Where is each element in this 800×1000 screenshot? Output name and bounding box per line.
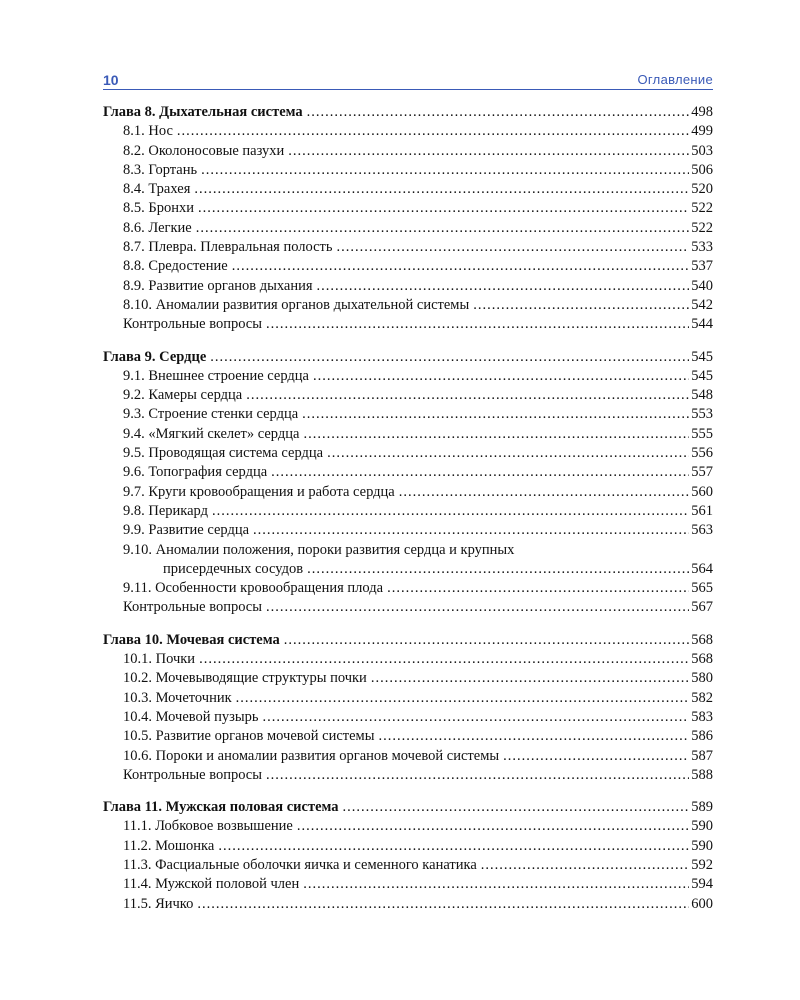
toc-entry [103,522,713,541]
toc-entry [103,580,713,599]
dot-leader [271,464,689,481]
dot-leader [313,368,689,385]
toc-entry [103,426,713,445]
page-ref: 544 [691,316,713,333]
entry-label: 11.4. Мужской половой член [123,876,300,893]
entry-label: Контрольные вопросы [123,316,262,333]
dot-leader [317,278,690,295]
page-ref: 542 [691,296,713,313]
entry-label: 8.1. Нос [123,123,173,140]
page-ref: 520 [691,181,713,198]
dot-leader [288,143,689,160]
chapter-block [103,632,713,786]
dot-leader [307,104,690,121]
dot-leader [266,599,689,616]
table-of-contents [103,104,713,928]
page-ref: 556 [691,445,713,462]
page-ref: 590 [691,837,713,854]
toc-entry [103,484,713,503]
page-ref: 499 [691,123,713,140]
page-ref: 503 [691,142,713,159]
chapter-block [103,104,713,336]
entry-label: 8.4. Трахея [123,181,191,198]
entry-label: 8.10. Аномалии развития органов дыхательной системы [123,296,470,313]
entry-label: 9.5. Проводящая система сердца [123,445,324,462]
dot-leader [371,670,689,687]
dot-leader [303,876,689,893]
toc-entry [103,896,713,915]
toc-entry [103,503,713,522]
entry-label: 9.7. Круги кровообращения и работа сердца [123,483,395,500]
dot-leader [337,239,690,256]
chapter-title: Глава 9. Сердце [103,348,207,365]
entry-label: 9.6. Топография сердца [123,464,268,481]
page-ref: 522 [691,219,713,236]
dot-leader [297,818,689,835]
entry-label: 10.2. Мочевыводящие структуры почки [123,670,367,687]
dot-leader [212,503,689,520]
dot-leader [387,580,689,597]
page-ref: 537 [691,258,713,275]
entry-label: 8.2. Околоносовые пазухи [123,142,285,159]
dot-leader [302,406,689,423]
entry-label: Контрольные вопросы [123,599,262,616]
page-ref: 583 [691,708,713,725]
toc-entry [103,838,713,857]
dot-leader [194,181,689,198]
toc-entry [103,748,713,767]
entry-label: 10.4. Мочевой пузырь [123,708,259,725]
entry-label: 10.5. Развитие органов мочевой системы [123,728,375,745]
page-ref: 586 [691,728,713,745]
dot-leader [343,799,690,816]
entry-label: 9.11. Особенности кровообращения плода [123,580,384,597]
page-ref: 594 [691,876,713,893]
chapter-row [103,799,713,818]
dot-leader [284,632,689,649]
entry-label-continued: присердечных сосудов [163,560,304,577]
page-ref: 522 [691,200,713,217]
page-ref: 498 [691,104,713,120]
dot-leader [201,162,689,179]
toc-entry [103,406,713,425]
dot-leader [253,522,689,539]
entry-label: 9.10. Аномалии положения, пороки развития сердца и крупных [123,541,515,558]
page-ref: 555 [691,425,713,442]
chapter-block [103,799,713,915]
entry-label: Контрольные вопросы [123,766,262,783]
toc-entry [103,181,713,200]
page-ref: 557 [691,464,713,481]
entry-label: 9.4. «Мягкий скелет» сердца [123,425,300,442]
page-ref: 564 [691,560,713,577]
entry-label: 8.5. Бронхи [123,200,194,217]
page-ref: 600 [691,895,713,912]
toc-entry [103,200,713,219]
dot-leader [199,651,689,668]
entry-label: 8.6. Легкие [123,219,192,236]
dot-leader [196,220,690,237]
page-ref: 568 [691,651,713,668]
chapter-block [103,349,713,619]
page-ref: 560 [691,483,713,500]
page-ref: 588 [691,766,713,783]
toc-entry [103,651,713,670]
page-ref: 580 [691,670,713,687]
entry-label: 8.7. Плевра. Плевральная полость [123,239,333,256]
toc-entry [103,709,713,728]
toc-entry [103,316,713,335]
toc-entry-continuation [103,561,713,580]
chapter-row [103,632,713,651]
toc-entry [103,162,713,181]
chapter-title: Глава 11. Мужская половая система [103,799,339,816]
dot-leader [218,838,689,855]
entry-label: 8.3. Гортань [123,161,198,178]
page-ref: 590 [691,818,713,835]
dot-leader [481,857,690,874]
page-ref: 568 [691,631,713,648]
toc-entry [103,670,713,689]
chapter-title: Глава 10. Мочевая система [103,631,280,648]
chapter-row [103,349,713,368]
entry-label: 11.5. Яичко [123,895,194,912]
toc-entry [103,387,713,406]
page-ref: 506 [691,161,713,178]
toc-entry [103,818,713,837]
toc-entry [103,445,713,464]
dot-leader [266,767,689,784]
page-ref: 545 [691,348,713,365]
section-title: Оглавление [637,72,713,87]
page-header [103,70,713,90]
entry-label: 10.6. Пороки и аномалии развития органов мочевой системы [123,747,500,764]
toc-entry [103,239,713,258]
dot-leader [399,484,690,501]
dot-leader [327,445,689,462]
dot-leader [177,123,689,140]
dot-leader [262,709,689,726]
page-ref: 592 [691,856,713,873]
dot-leader [236,690,690,707]
toc-entry [103,876,713,895]
toc-entry [103,278,713,297]
dot-leader [197,896,689,913]
page-ref: 553 [691,406,713,423]
page-number: 10 [103,72,119,88]
entry-label: 9.3. Строение стенки сердца [123,406,299,423]
page-ref: 567 [691,599,713,616]
chapter-title: Глава 8. Дыхательная система [103,104,303,120]
dot-leader [307,561,689,578]
toc-entry [103,464,713,483]
entry-label: 11.1. Лобковое возвышение [123,818,293,835]
toc-entry [103,542,713,561]
entry-label: 9.1. Внешнее строение сердца [123,367,309,384]
toc-entry [103,123,713,142]
page-ref: 561 [691,502,713,519]
dot-leader [232,258,690,275]
page-ref: 533 [691,239,713,256]
toc-entry [103,143,713,162]
header-rule [103,89,713,90]
dot-leader [503,748,689,765]
entry-label: 9.8. Перикард [123,502,208,519]
dot-leader [198,200,689,217]
page-ref: 582 [691,689,713,706]
dot-leader [473,297,689,314]
dot-leader [246,387,689,404]
page-ref: 540 [691,277,713,294]
entry-label: 9.2. Камеры сердца [123,387,243,404]
toc-entry [103,599,713,618]
dot-leader [378,728,689,745]
dot-leader [210,349,689,366]
page-ref: 589 [691,799,713,816]
entry-label: 11.2. Мошонка [123,837,215,854]
entry-label: 8.9. Развитие органов дыхания [123,277,313,294]
entry-label: 8.8. Средостение [123,258,228,275]
page-ref: 545 [691,367,713,384]
toc-entry [103,728,713,747]
entry-label: 9.9. Развитие сердца [123,522,250,539]
toc-entry [103,857,713,876]
chapter-row [103,104,713,123]
toc-entry [103,220,713,239]
toc-entry [103,258,713,277]
page-ref: 548 [691,387,713,404]
entry-label: 10.3. Мочеточник [123,689,232,706]
entry-label: 10.1. Почки [123,651,196,668]
dot-leader [303,426,689,443]
page-ref: 563 [691,522,713,539]
dot-leader [266,316,689,333]
toc-entry [103,690,713,709]
page-ref: 587 [691,747,713,764]
toc-entry [103,767,713,786]
page-ref: 565 [691,580,713,597]
entry-label: 11.3. Фасциальные оболочки яичка и семенного канатика [123,856,477,873]
toc-entry [103,368,713,387]
toc-entry [103,297,713,316]
